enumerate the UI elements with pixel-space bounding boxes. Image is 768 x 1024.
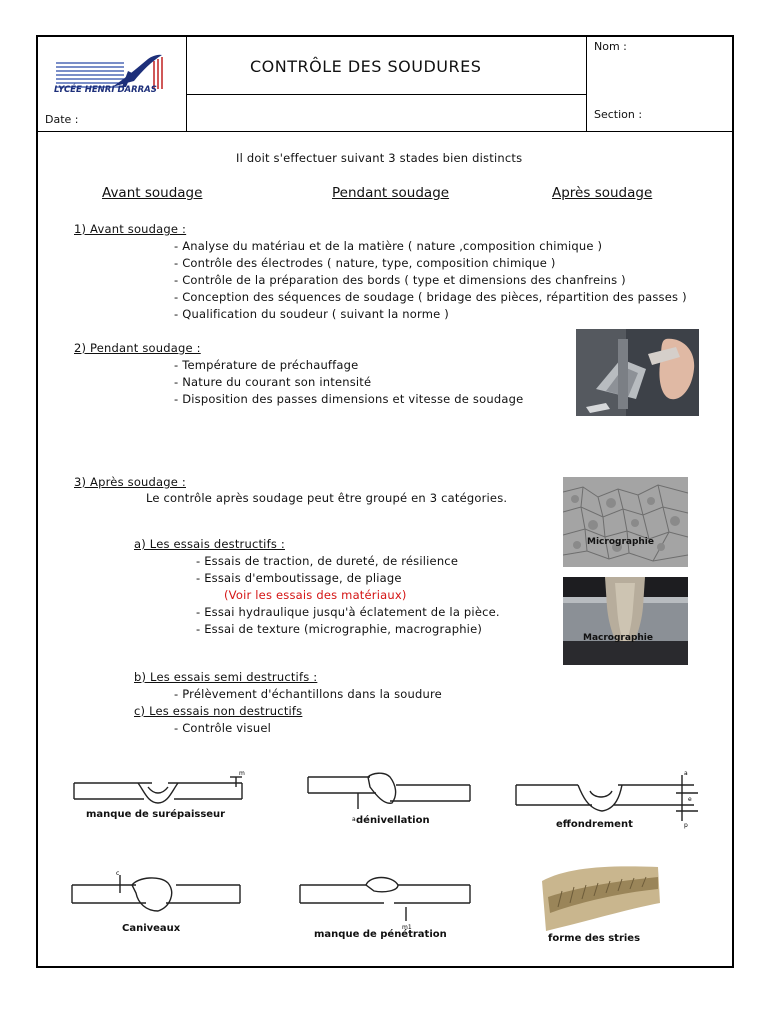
dim-label: a [352, 816, 356, 823]
section3-title: 3) Après soudage : [74, 475, 186, 489]
non-destructive-title: c) Les essais non destructifs [134, 704, 303, 718]
section1-item: - Qualification du soudeur ( suivant la norme ) [174, 307, 449, 321]
figure-caption: manque de pénétration [314, 929, 447, 940]
macrographie-label: Macrographie [583, 633, 653, 643]
stage-after: Après soudage [552, 185, 653, 201]
materials-tests-link[interactable]: (Voir les essais des matériaux) [224, 588, 407, 602]
weld-defect-figure [68, 765, 248, 835]
header-divider [186, 94, 586, 95]
section3-intro: Le contrôle après soudage peut être groupé en 3 catégories. [146, 491, 508, 505]
header-divider [586, 37, 587, 131]
stage-before: Avant soudage [102, 185, 203, 201]
semi-destructive-item: - Prélèvement d'échantillons dans la soudure [174, 687, 442, 701]
nom-label: Nom : [594, 40, 627, 53]
section2-item: - Nature du courant son intensité [174, 375, 372, 389]
destructive-item: - Essai de texture (micrographie, macrographie) [196, 622, 483, 636]
destructive-item: - Essai hydraulique jusqu'à éclatement de la pièce. [196, 605, 500, 619]
semi-destructive-title: b) Les essais semi destructifs : [134, 670, 318, 684]
section1-title: 1) Avant soudage : [74, 222, 187, 236]
page-title: CONTRÔLE DES SOUDURES [250, 57, 482, 76]
dim-label: m1 [402, 924, 412, 931]
section1-item: - Contrôle de la préparation des bords ( type et dimensions des chanfreins ) [174, 273, 626, 287]
intro-text: Il doit s'effectuer suivant 3 stades bien distincts [236, 151, 523, 165]
document-page [36, 35, 734, 968]
header-divider [186, 37, 187, 131]
school-logo [52, 49, 172, 99]
weld-defect-figure [294, 863, 484, 945]
section1-item: - Contrôle des électrodes ( nature, type, composition chimique ) [174, 256, 556, 270]
dim-label: p [684, 822, 688, 829]
weld-defect-figure [512, 765, 702, 837]
date-label: Date : [45, 113, 79, 126]
dim-label: m [239, 770, 245, 777]
section2-item: - Température de préchauffage [174, 358, 359, 372]
figure-caption: Caniveaux [122, 923, 181, 934]
non-destructive-item: - Contrôle visuel [174, 721, 272, 735]
figure-caption: forme des stries [548, 933, 641, 944]
weld-stries-figure [538, 863, 668, 947]
section1-item: - Conception des séquences de soudage ( bridage des pièces, répartition des passes ) [174, 290, 687, 304]
destructive-item: - Essais d'emboutissage, de pliage [196, 571, 402, 585]
figure-caption: dénivellation [356, 815, 430, 826]
destructive-item: - Essais de traction, de dureté, de résilience [196, 554, 459, 568]
macrographie-photo [563, 577, 688, 665]
dim-label: c [116, 870, 120, 877]
figure-caption: effondrement [556, 819, 633, 830]
weld-defect-figure [300, 765, 480, 835]
section1-item: - Analyse du matériau et de la matière ( nature ,composition chimique ) [174, 239, 603, 253]
section2-item: - Disposition des passes dimensions et vitesse de soudage [174, 392, 524, 406]
stage-during: Pendant soudage [332, 185, 450, 201]
destructive-title: a) Les essais destructifs : [134, 537, 285, 551]
logo-text: LYCÉE HENRI DARRAS [54, 85, 157, 95]
header-bottom-line [38, 131, 732, 132]
welding-photo [576, 329, 699, 416]
section-label: Section : [594, 108, 643, 121]
micrographie-photo [563, 477, 688, 567]
section2-title: 2) Pendant soudage : [74, 341, 201, 355]
dim-label: e [688, 796, 692, 803]
figure-caption: manque de surépaisseur [86, 809, 226, 820]
dim-label: a [684, 770, 688, 777]
micrographie-label: Micrographie [587, 537, 654, 547]
weld-defect-figure [66, 863, 246, 943]
